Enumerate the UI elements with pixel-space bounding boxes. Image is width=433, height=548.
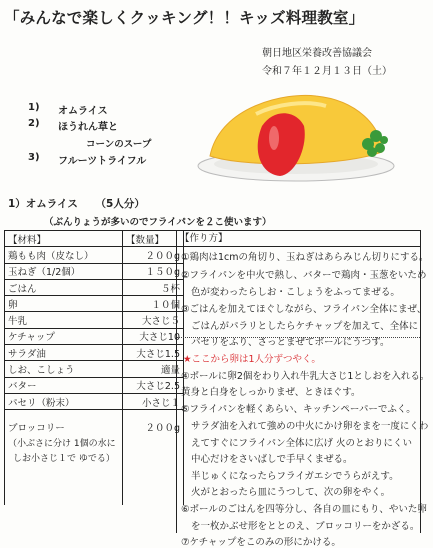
ingredient-qty: ２００g <box>123 419 184 434</box>
table-row <box>5 361 184 377</box>
table-row <box>5 345 184 361</box>
step-line: ②フライパンを中火で熱し、バターで鶏肉・玉葱をいため <box>181 270 427 281</box>
table-row <box>5 247 184 263</box>
table-row <box>5 328 184 344</box>
table-spacer <box>5 465 184 505</box>
step-line: ごはんがパラリとしたらケチャップを加えて、全体に <box>191 321 419 332</box>
table-row <box>5 279 184 295</box>
step-line: えてすぐにフライパン全体に広げ 火のとおりにくい <box>191 438 413 449</box>
ingredient-qty: 大さじ５ <box>123 312 184 328</box>
ingredient-note: （小ぶさに分け 1個の水に <box>5 435 123 450</box>
table-row <box>5 377 184 393</box>
dish-heading <box>8 196 159 211</box>
ingredient-name: サラダ油 <box>5 345 123 361</box>
step-line: を一枚かぶせ形をととのえ、ブロッコリーをかざる。 <box>191 521 420 532</box>
table-row <box>5 450 184 465</box>
ingredients-table <box>4 230 184 505</box>
step-line: ⑦ケチャップをこのみの形にかける。 <box>181 537 341 548</box>
step-line: 色が変わったらしお・こしょうをふってまぜる。 <box>191 287 400 298</box>
ingredient-qty: 大さじ1.5 <box>123 345 184 361</box>
quantity-header: 【数量】 <box>123 231 184 247</box>
table-row <box>5 393 184 409</box>
ingredient-name: しお、こしょう <box>5 361 123 377</box>
menu-number-2: 2) <box>28 118 40 129</box>
omurice-illustration <box>196 86 396 186</box>
ingredient-name: 鶏もも肉（皮なし） <box>5 247 123 263</box>
ingredients-header: 【材料】 <box>5 231 123 247</box>
ingredient-name: 牛乳 <box>5 312 123 328</box>
ingredient-name: 玉ねぎ（1/2個） <box>5 263 123 279</box>
table-row <box>5 419 184 434</box>
ingredient-name: パセリ（粉末） <box>5 393 123 409</box>
menu-item-1: オムライス <box>58 106 108 117</box>
step-line: ③ごはんを加えてほぐしながら、フライパン全体にまぜ、 <box>181 304 427 315</box>
step-line: 半じゅくになったらフライガエシでうらがえす。 <box>191 471 399 482</box>
ingredient-qty: 大さじ2.5 <box>123 377 184 393</box>
step-line: ⑤フライパンを軽くあらい、キッチンペーパーでふく。 <box>181 404 416 415</box>
organization-name: 朝日地区栄養改善協議会 <box>262 48 372 59</box>
steps-box <box>176 230 430 548</box>
step-line: ①鶏肉は1cmの角切り、玉ねぎはあらみじん切りにする。 <box>181 252 429 263</box>
step-line: サラダ油を入れて強めの中火にかけ卵をまを一度にくわ <box>191 421 429 432</box>
table-spacer <box>5 410 184 420</box>
table-row <box>5 435 184 450</box>
ingredient-name: バター <box>5 377 123 393</box>
menu-number-1: 1) <box>28 102 40 113</box>
page-title: 「みんなで楽しくクッキング！！キッズ料理教室」 <box>4 9 365 27</box>
table-row <box>5 312 184 328</box>
steps-note: ★ここから卵は1人分ずつやく。 <box>183 354 321 365</box>
step-line: ⑥ボールのごはんを四等分し、各自の皿にもり、やいた卵 <box>181 504 427 515</box>
ingredient-name: 卵 <box>5 296 123 312</box>
ingredient-qty: １５０g <box>123 263 184 279</box>
ingredient-qty: ５杯 <box>123 279 184 295</box>
ingredient-qty: ２００g <box>123 247 184 263</box>
table-row <box>5 296 184 312</box>
dish-servings: （5人分） <box>95 198 145 210</box>
step-line: 黄身と白身をしっかりまぜ、ときほぐす。 <box>181 387 361 398</box>
ingredient-note: しお小さじ１で ゆでる） <box>5 450 123 465</box>
menu-item-2-cont: コーンのスープ <box>86 139 152 150</box>
steps-header: 【作り方】 <box>177 231 420 247</box>
dish-title: 1）オムライス <box>8 198 78 210</box>
ingredient-qty: 小さじ１ <box>123 393 184 409</box>
ingredient-qty: １０個 <box>123 296 184 312</box>
ingredient-name: ブロッコリー <box>5 419 123 434</box>
table-row <box>5 263 184 279</box>
step-line: パセリをふり、さっとまぜてボールにうつす。 <box>191 337 390 348</box>
event-date: 令和７年１２月１３日（土） <box>262 66 392 77</box>
menu-item-3: フルーツトライフル <box>58 156 147 167</box>
step-line: ④ボールに卵2個をわり入れ牛乳大さじ1としおを入れる。 <box>181 371 430 382</box>
ingredient-qty: 大さじ10 <box>123 328 184 344</box>
ingredient-qty: 適量 <box>123 361 184 377</box>
dish-note: （ぶんりょうが多いのでフライパンを２こ使います） <box>44 217 272 228</box>
menu-number-3: 3) <box>28 152 40 163</box>
menu-item-2: ほうれん草と <box>58 122 118 133</box>
ingredient-name: ごはん <box>5 279 123 295</box>
step-line: 火がとおったら皿にうつして、次の卵をやく。 <box>191 487 391 498</box>
step-line: 中心だけをさいばしで手早くまぜる。 <box>191 454 353 465</box>
ingredient-name: ケチャップ <box>5 328 123 344</box>
